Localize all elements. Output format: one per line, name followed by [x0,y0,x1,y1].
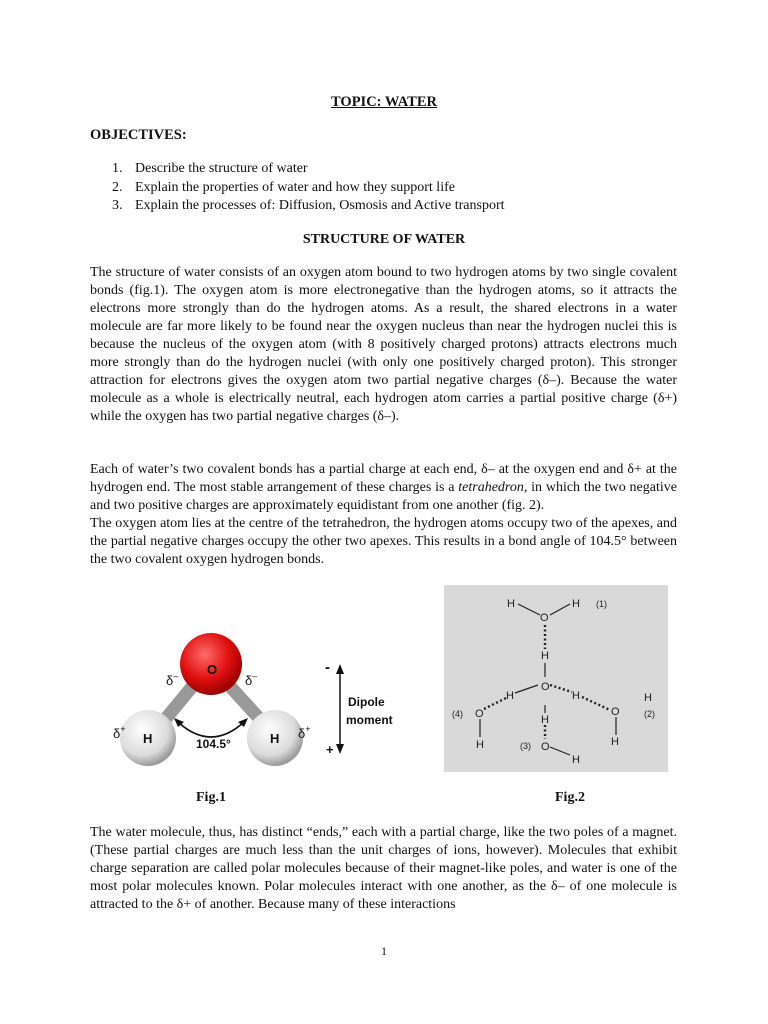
bond-angle-label: 104.5° [196,737,231,751]
svg-text:H: H [541,714,549,726]
figure1-caption: Fig.1 [196,790,226,805]
svg-text:O: O [475,708,484,720]
hydrogen-left-label: H [143,731,153,746]
svg-text:H: H [506,690,514,702]
svg-text:H: H [507,598,515,610]
svg-text:O: O [540,612,549,624]
dipole-label-line1: Dipole [348,695,385,709]
figure-water-molecule [108,610,398,790]
hydrogen-right-label: H [270,731,280,746]
svg-text:(2): (2) [644,709,655,719]
svg-text:H: H [572,690,580,702]
figure2-caption: Fig.2 [555,790,585,805]
list-item: 3. Explain the processes of: Diffusion, Osmosis and Active transport [112,198,505,213]
dipole-plus-sign: + [326,742,334,757]
svg-text:(3): (3) [520,741,531,751]
svg-text:H: H [476,739,484,751]
figure-tetrahedral-bonding [444,585,668,772]
paragraph-polarity: The water molecule, thus, has distinct “ends,” each with a partial charge, like the two poles of a magnet. (These partial charges are much less than the unit charges of ions, however). Molecules that exhibit charge separation are called polar molecules because of their magnet-like poles, and water is one of the most polar molecules known. Polar molecules interact with one another, as the δ– of one molecule is attracted to the δ+ of another. Because many of these interactions [90,825,677,912]
svg-text:H: H [611,736,619,748]
page-title: TOPIC: WATER [331,94,437,110]
paragraph-structure: The structure of water consists of an oxygen atom bound to two hydrogen atoms by two single covalent bonds (fig.1). The oxygen atom is more electronegative than the hydrogen atoms, so it attracts the electrons more strongly than do the hydrogen atoms. As a result, the shared electrons in a water molecule are far more likely to be found near the oxygen nucleus than near the hydrogen nuclei this is because the nucleus of the oxygen atom (with 8 positively charged protons) attracts electrons much more strongly than do the hydrogen nuclei (with only one positively charged proton). This stronger attraction for electrons gives the oxygen atom two partial negative charges (δ–). Because the water molecule as a whole is electrically neutral, each hydrogen atom carries a partial positive charge (δ+) while the oxygen has two partial negative charges (δ–). [90,265,677,424]
dipole-minus-sign: - [325,659,330,676]
svg-text:H: H [541,650,549,662]
section-heading: STRUCTURE OF WATER [302,232,466,247]
svg-text:H: H [644,692,652,704]
delta-minus-left: δ– [166,671,179,688]
list-item: 1. Describe the structure of water [112,161,308,176]
svg-text:H: H [572,598,580,610]
objectives-list [112,160,505,216]
svg-text:O: O [541,741,550,753]
delta-plus-right: δ+ [298,724,311,741]
svg-text:(4): (4) [452,709,463,719]
paragraph-bonds: Each of water’s two covalent bonds has a partial charge at each end, δ– at the oxygen end and δ+ at the hydrogen end. The most stable arrangement of these charges is a tetrahedron, in which the two negative and two positive charges are approximately equidistant from one another (fig. 2). The oxygen atom lies at the centre of the tetrahedron, the hydrogen atoms occupy two of the apexes, and the partial negative charges occupy the other two apexes. This results in a bond angle of 104.5° between the two covalent oxygen hydrogen bonds. [90,462,677,567]
svg-text:O: O [611,706,620,718]
svg-text:O: O [541,681,550,693]
page-number: 1 [381,944,387,958]
svg-text:H: H [572,754,580,766]
objectives-heading: OBJECTIVES: [90,127,187,143]
list-item: 2. Explain the properties of water and how they support life [112,179,455,195]
svg-text:(1): (1) [596,599,607,609]
dipole-label-line2: moment [346,713,393,727]
delta-minus-right: δ– [245,671,258,688]
oxygen-label: O [207,662,218,677]
delta-plus-left: δ+ [113,724,126,741]
